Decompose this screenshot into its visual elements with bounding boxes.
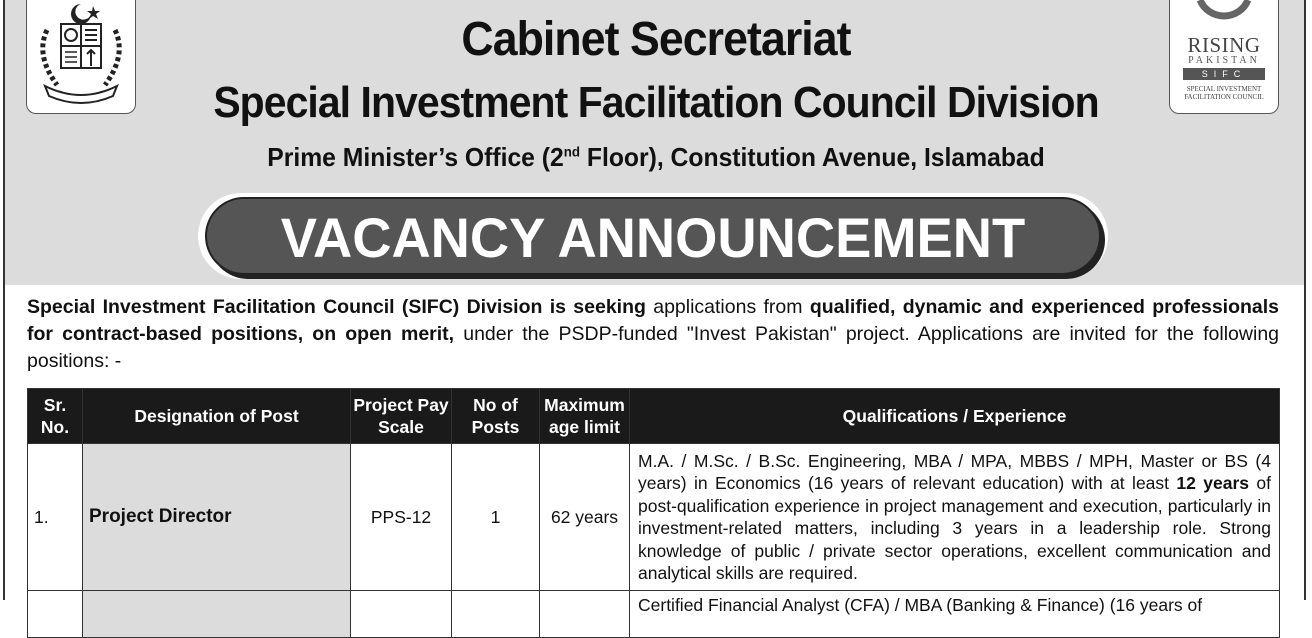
header-designation: Designation of Post <box>83 389 351 444</box>
header-qualifications: Qualifications / Experience <box>630 389 1280 444</box>
qual-years-bold: 12 years <box>1176 473 1249 493</box>
qual-text-a: M.A. / M.Sc. / B.Sc. Engineering, MBA / MPA, MBBS / MPH, Master or BS (4 years) in Economics (16 years of relevant education) with at least <box>638 450 1271 493</box>
table-row <box>28 591 1280 638</box>
cell-pay-scale: PPS-12 <box>351 444 452 591</box>
cell-qualifications <box>630 444 1280 591</box>
division-title: Special Investment Facilitation Council Division <box>213 78 1099 127</box>
intro-text-1: applications from <box>645 296 810 318</box>
header-pay-scale: Project Pay Scale <box>351 389 452 444</box>
qual-text-c: of post-qualification experience in project management and execution, particularly in investment-related matters, including 3 years in a leadership role. Strong knowledge of public / private sector operations, excellent communication and analytical skills are required. <box>638 473 1271 583</box>
vacancy-table <box>27 388 1280 638</box>
intro-bold-1: Special Investment Facilitation Council (SIFC) Division is seeking <box>27 296 646 318</box>
cell-designation: Project Director <box>83 444 351 591</box>
intro-bold-2: qualified, dynamic and experienced professionals for contract-based positions, on open merit, <box>27 296 1280 345</box>
page-title: Cabinet Secretariat <box>461 13 851 66</box>
cell-pay-scale <box>351 591 452 638</box>
cell-no-of-posts: 1 <box>452 444 540 591</box>
address-superscript: nd <box>563 143 580 160</box>
cell-qualifications: Certified Financial Analyst (CFA) / MBA (Banking & Finance) (16 years of <box>630 591 1280 638</box>
header-sr-no: Sr. No. <box>28 389 83 444</box>
office-address <box>33 142 1279 173</box>
address-part-2: Floor), Constitution Avenue, Islamabad <box>580 142 1045 172</box>
logo-pakistan-text: PAKISTAN <box>1188 55 1260 66</box>
cell-no-of-posts <box>452 591 540 638</box>
cell-sr-no: 1. <box>28 444 83 591</box>
cell-max-age: 62 years <box>540 444 630 591</box>
logo-sifc-text: SIFC <box>1183 68 1265 80</box>
address-part-1: Prime Minister’s Office (2 <box>267 142 564 172</box>
intro-paragraph <box>27 294 1279 375</box>
vacancy-banner <box>205 197 1101 275</box>
cell-sr-no <box>28 591 83 638</box>
banner-text: VACANCY ANNOUNCEMENT <box>280 206 1026 269</box>
intro-text-2: under the PSDP-funded "Invest Pakistan" project. Applications are invited for the following positions: - <box>27 323 1280 372</box>
cell-designation <box>83 591 351 638</box>
table-row <box>28 444 1280 591</box>
logo-subtitle-1: SPECIAL INVESTMENT <box>1186 85 1262 93</box>
header-max-age: Maximum age limit <box>540 389 630 444</box>
logo-subtitle-2: FACILITATION COUNCIL <box>1184 93 1264 101</box>
table-header-row <box>28 389 1280 444</box>
logo-rising-text: RISING <box>1187 33 1261 57</box>
cell-max-age <box>540 591 630 638</box>
header-no-of-posts: No of Posts <box>452 389 540 444</box>
